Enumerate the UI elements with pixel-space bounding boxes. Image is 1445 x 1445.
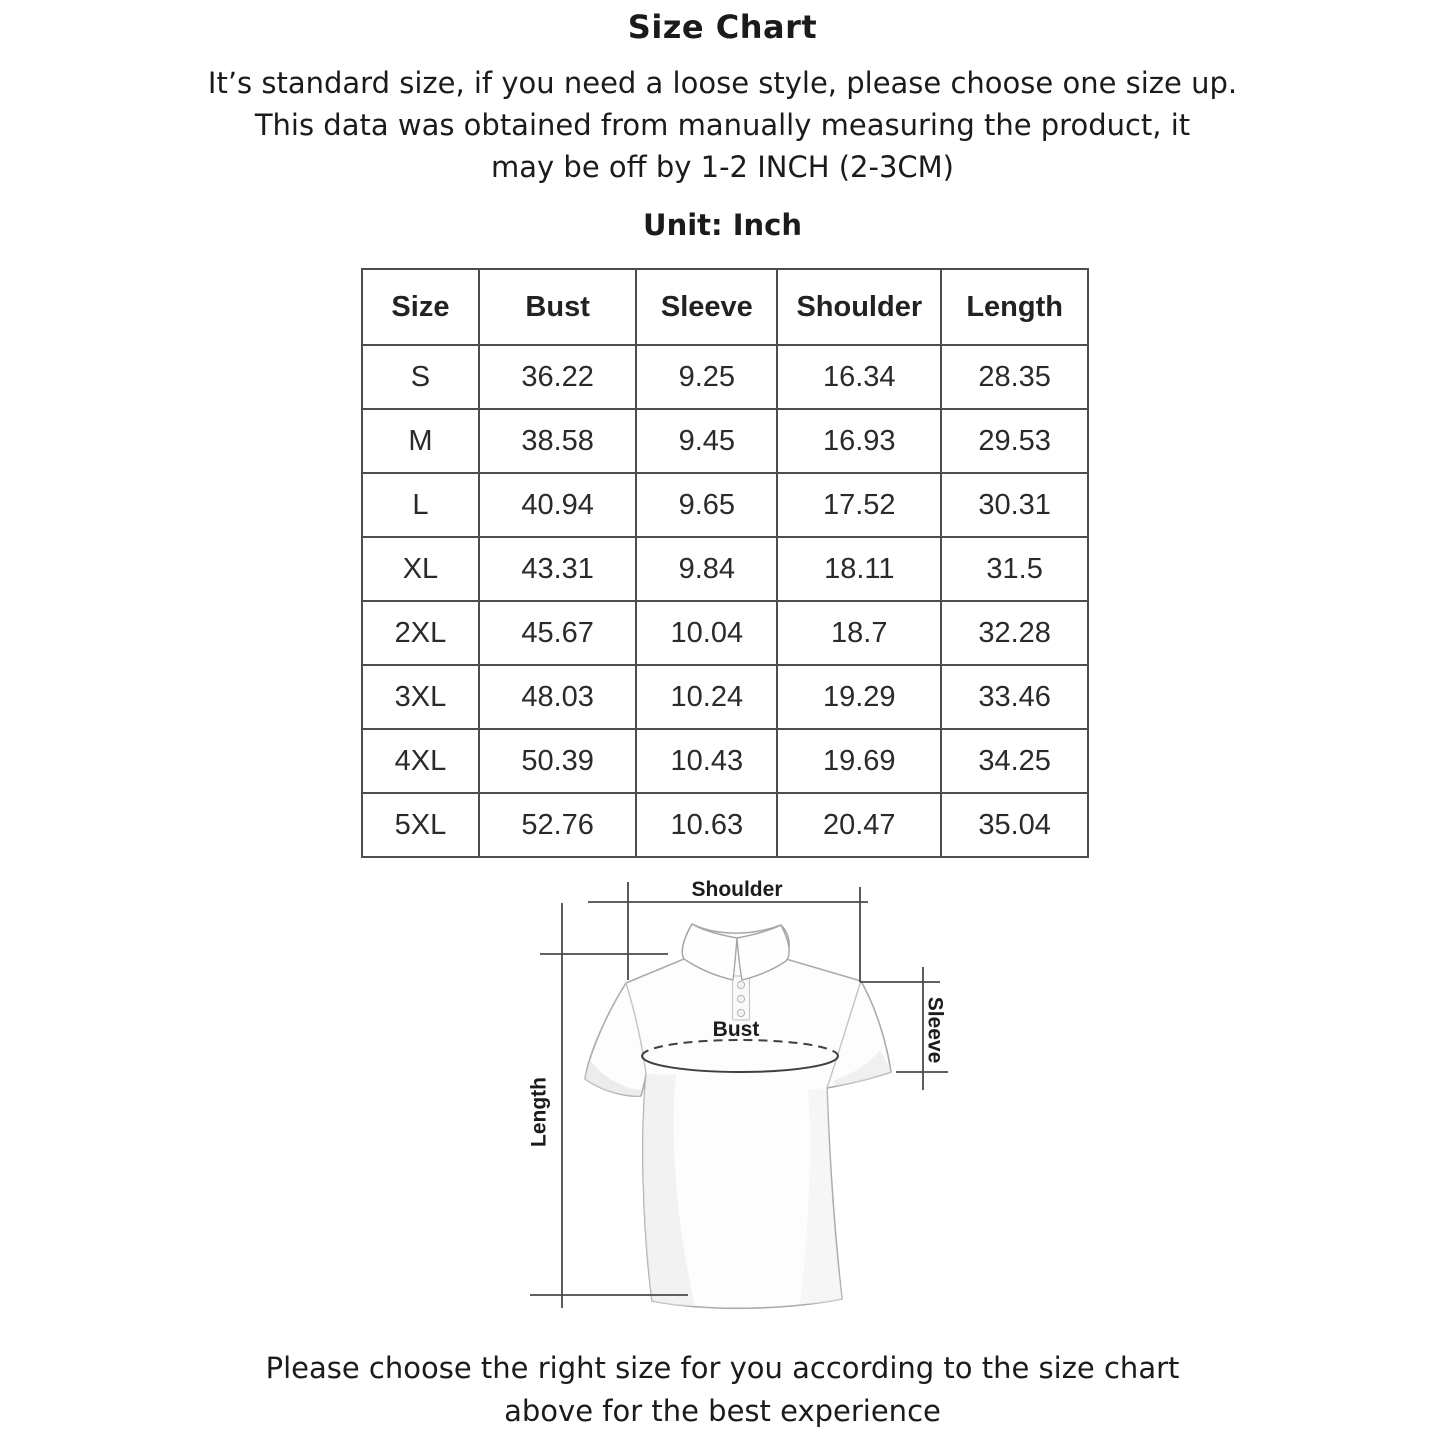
value-cell: 30.31 — [941, 473, 1088, 537]
value-cell: 19.29 — [777, 665, 941, 729]
value-cell: 16.34 — [777, 345, 941, 409]
value-cell: 52.76 — [479, 793, 637, 857]
footer-note-line: Please choose the right size for you according to the size chart — [265, 1351, 1180, 1385]
size-cell: 4XL — [362, 729, 479, 793]
table-row — [362, 793, 1088, 857]
value-cell: 9.25 — [636, 345, 777, 409]
table-row — [362, 473, 1088, 537]
unit-label: Unit: Inch — [643, 208, 802, 242]
value-cell: 29.53 — [941, 409, 1088, 473]
value-cell: 10.63 — [636, 793, 777, 857]
size-note-line: may be off by 1-2 INCH (2-3CM) — [491, 150, 954, 184]
value-cell: 19.69 — [777, 729, 941, 793]
shirt-button — [737, 1009, 744, 1016]
size-cell: XL — [362, 537, 479, 601]
value-cell: 35.04 — [941, 793, 1088, 857]
table-row — [362, 665, 1088, 729]
value-cell: 10.24 — [636, 665, 777, 729]
value-cell: 38.58 — [479, 409, 637, 473]
table-row — [362, 409, 1088, 473]
value-cell: 48.03 — [479, 665, 637, 729]
sleeve-label: Sleeve — [923, 996, 947, 1064]
table-row — [362, 601, 1088, 665]
footer-note — [0, 1347, 1445, 1433]
value-cell: 40.94 — [479, 473, 637, 537]
size-note — [0, 62, 1445, 188]
value-cell: 20.47 — [777, 793, 941, 857]
value-cell: 45.67 — [479, 601, 637, 665]
size-cell: S — [362, 345, 479, 409]
size-cell: 5XL — [362, 793, 479, 857]
value-cell: 34.25 — [941, 729, 1088, 793]
size-table — [361, 268, 1089, 856]
footer-note-line: above for the best experience — [504, 1394, 941, 1428]
length-label: Length — [527, 1077, 551, 1147]
size-cell: 2XL — [362, 601, 479, 665]
polo-shirt-illustration — [585, 924, 891, 1308]
size-cell: L — [362, 473, 479, 537]
value-cell: 9.65 — [636, 473, 777, 537]
size-cell: M — [362, 409, 479, 473]
value-cell: 28.35 — [941, 345, 1088, 409]
bust-label: Bust — [712, 1018, 760, 1041]
size-note-line: It’s standard size, if you need a loose style, please choose one size up. — [207, 66, 1238, 100]
value-cell: 18.11 — [777, 537, 941, 601]
value-cell: 36.22 — [479, 345, 637, 409]
value-cell: 33.46 — [941, 665, 1088, 729]
value-cell: 16.93 — [777, 409, 941, 473]
column-header: Size — [362, 269, 479, 345]
column-header: Sleeve — [636, 269, 777, 345]
page-title: Size Chart — [627, 8, 818, 46]
size-note-line: This data was obtained from manually measuring the product, it — [254, 108, 1191, 142]
shirt-measurement-diagram — [490, 860, 970, 1340]
table-row — [362, 729, 1088, 793]
size-table-grid — [361, 268, 1089, 858]
value-cell: 10.43 — [636, 729, 777, 793]
value-cell: 10.04 — [636, 601, 777, 665]
value-cell: 9.84 — [636, 537, 777, 601]
shirt-button — [737, 995, 744, 1002]
value-cell: 18.7 — [777, 601, 941, 665]
table-header-row — [362, 269, 1088, 345]
column-header: Bust — [479, 269, 637, 345]
value-cell: 31.5 — [941, 537, 1088, 601]
table-row — [362, 345, 1088, 409]
size-cell: 3XL — [362, 665, 479, 729]
value-cell: 43.31 — [479, 537, 637, 601]
table-row — [362, 537, 1088, 601]
column-header: Length — [941, 269, 1088, 345]
value-cell: 50.39 — [479, 729, 637, 793]
shirt-button — [737, 981, 744, 988]
shoulder-label: Shoulder — [691, 878, 783, 901]
value-cell: 9.45 — [636, 409, 777, 473]
value-cell: 32.28 — [941, 601, 1088, 665]
column-header: Shoulder — [777, 269, 941, 345]
value-cell: 17.52 — [777, 473, 941, 537]
